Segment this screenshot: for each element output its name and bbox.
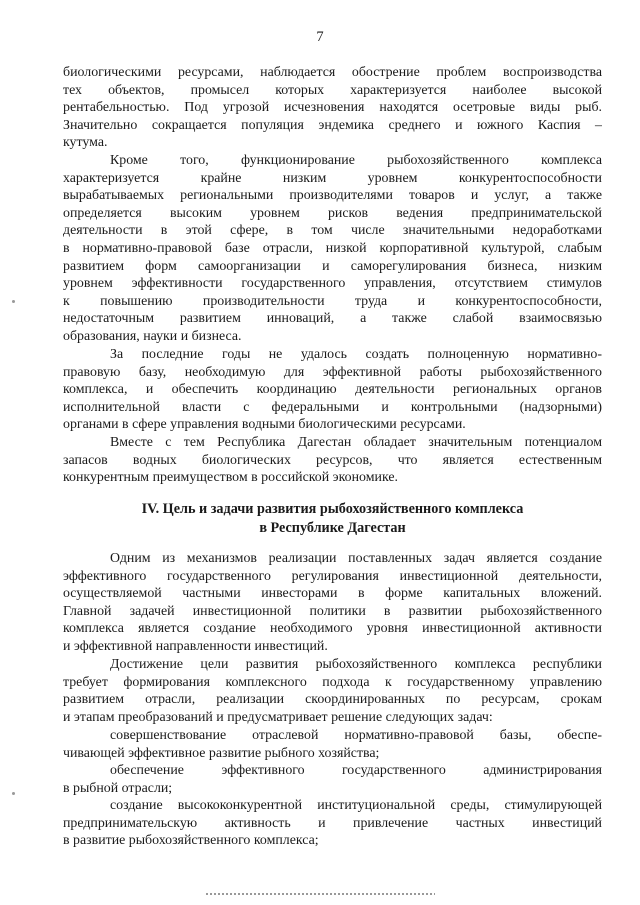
text-line: к повышению производительности труда и конкурентоспособности, [63,293,602,309]
text-line: развитием отрасли, реализации скоординированных по ресурсам, срокам [63,692,602,708]
scan-artifact-dots [205,893,435,895]
paragraph-4 [63,434,602,487]
scan-speck [12,792,15,795]
text-line: исполнительной власти с федеральными и контрольными (надзорными) [63,399,602,415]
text-line: Значительно сокращается популяция эндемика среднего и южного Каспия – [63,117,602,133]
text-line: органами в сфере управления водными биологическими ресурсами. [63,417,466,433]
text-line: уровнем эффективности государственного управления, отсутствием стимулов [63,276,602,292]
text-line: Достижение цели развития рыбохозяйственного комплекса республики [110,657,602,672]
heading-line: в Республике Дагестан [259,519,406,536]
text-line: Одним из механизмов реализации поставленных задач является создание [110,551,602,566]
text-line: комплекса, и обеспечить координацию деятельности региональных органов [63,382,602,398]
text-line: правовую базу, необходимую для эффективной работы рыбохозяйственного [63,364,602,380]
text-line: определяется высоким уровнем рисков ведения предпринимательской [63,205,602,221]
text-line: и этапам преобразований и предусматривает решение следующих задач: [63,709,493,725]
list-item [63,797,602,850]
text-line: недостаточным развитием инноваций, а также слабой взаимосвязью [63,311,602,327]
text-line: требует формирования комплексного подхода к государственному управлению [63,674,602,690]
list-item [63,762,602,797]
scan-speck [12,300,15,303]
text-line: комплекса является создание необходимого уровня инвестиционной активности [63,621,602,637]
text-line: запасов водных биологических ресурсов, что является естественным [63,452,602,468]
text-line: конкурентным преимуществом в российской экономике. [63,470,398,486]
text-line: рентабельностью. Под угрозой исчезновения находятся осетровые виды рыб. [63,100,602,116]
section-heading [63,500,602,537]
text-line: предпринимательскую активность и привлечение частных инвестиций [63,815,602,831]
text-line: кутума. [63,135,108,151]
text-line: создание высококонкурентной институциональной среды, стимулирующей [110,798,602,813]
text-line: в нормативно-правовой базе отрасли, низкой корпоративной культурой, слабым [63,240,602,256]
paragraph-6 [63,656,602,726]
text-line: За последние годы не удалось создать полноценную нормативно- [110,347,602,362]
text-line: Вместе с тем Республика Дагестан обладает значительным потенциалом [110,435,602,450]
text-line: Кроме того, функционирование рыбохозяйственного комплекса [110,153,602,168]
text-line: биологическими ресурсами, наблюдается обострение проблем воспроизводства [63,65,602,80]
paragraph-2 [63,152,602,346]
paragraph-5 [63,550,602,656]
text-line: образования, науки и бизнеса. [63,328,242,344]
text-line: в рыбной отрасли; [63,780,173,796]
heading-line: IV. Цель и задачи развития рыбохозяйственного комплекса [141,501,524,517]
paragraph-3 [63,346,602,434]
text-line: характеризуется крайне низким уровнем конкурентоспособности [63,170,602,186]
text-line: эффективного государственного регулирования инвестиционной деятельности, [63,568,602,584]
text-line: деятельности в этой сфере, в том числе значительными недоработками [63,223,602,239]
text-line: чивающей эффективное развитие рыбного хозяйства; [63,745,380,761]
text-line: вырабатываемых региональными производителями товаров и услуг, а также [63,188,602,204]
text-line: осуществляемой частными инвесторами в форме капитальных вложений. [63,586,602,602]
paragraph-1 [63,64,602,152]
text-line: развитием форм самоорганизации и саморегулирования бизнеса, низким [63,258,602,274]
text-line: совершенствование отраслевой нормативно-правовой базы, обеспе- [110,728,602,743]
text-line: обеспечение эффективного государственного администрирования [110,763,602,778]
page-number: 7 [316,29,324,45]
list-item [63,727,602,762]
text-line: тех объектов, промысел которых характеризуется наиболее высокой [63,82,602,98]
text-line: в развитие рыбохозяйственного комплекса; [63,833,319,849]
text-line: и эффективной направленности инвестиций. [63,638,328,654]
text-line: Главной задачей инвестиционной политики в развитии рыбохозяйственного [63,603,602,619]
